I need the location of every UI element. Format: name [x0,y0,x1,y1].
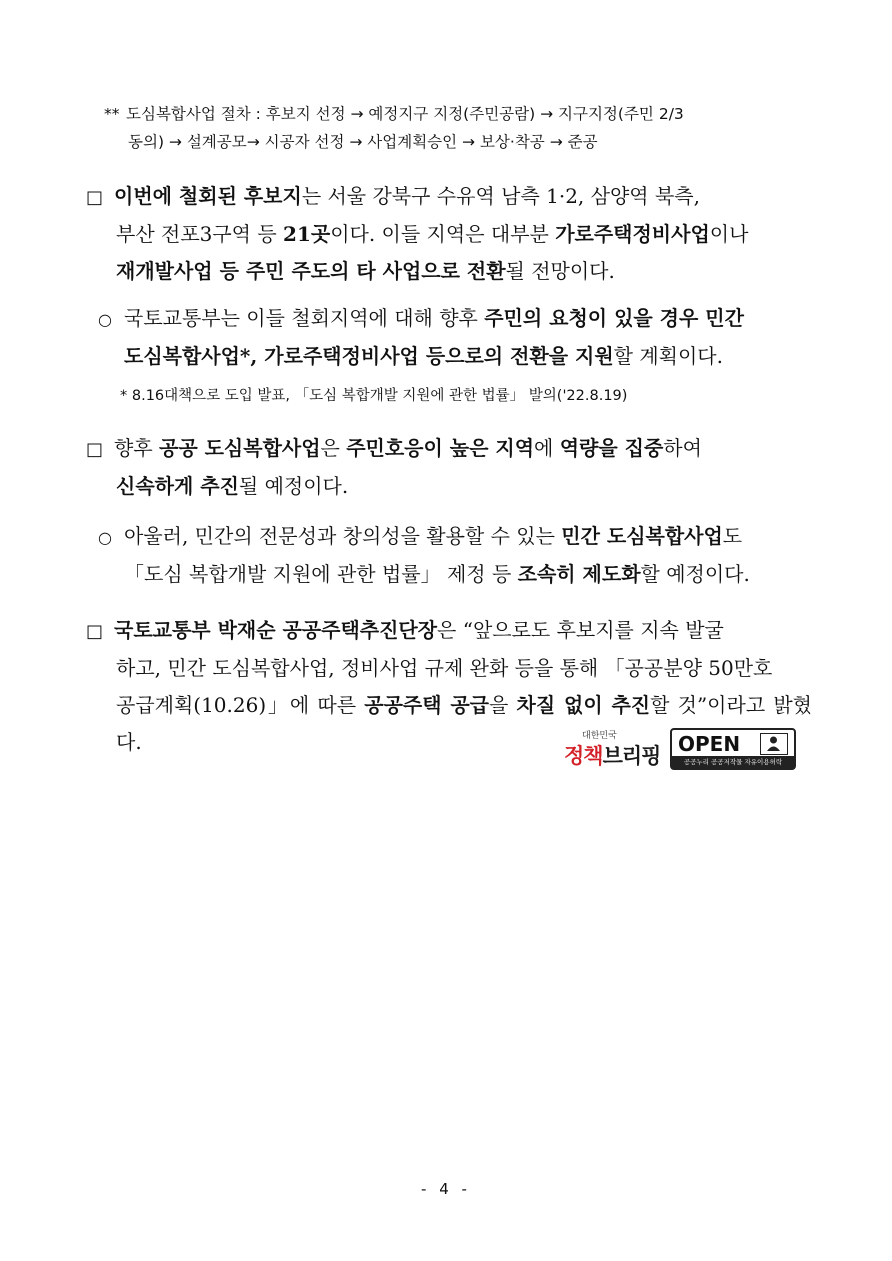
square-bullet-icon: □ [86,187,104,208]
page-number: - 4 - [421,1180,471,1198]
bold-text: 조속히 제도화 [517,562,641,586]
bold-text: 재개발사업 등 주민 주도의 타 사업으로 전환 [116,259,506,283]
body-text: 도 [722,524,743,548]
body-text: 하여 [663,436,702,460]
person-icon [760,733,788,755]
body-text: 할 계획이다. [613,344,723,368]
briefing-small-text: 대한민국 [582,731,617,741]
sub-paragraph-support [98,300,812,375]
bold-text: 신속하게 추진 [116,474,239,498]
bold-text: 주민의 요청이 있을 경우 민간 [484,306,744,330]
bold-text: 공공주택 공급 [364,693,489,717]
circle-bullet-icon: ○ [98,310,112,329]
circle-bullet-icon: ○ [98,528,112,547]
bold-text: 이번에 철회된 후보지 [114,184,302,208]
bold-text: 주민호응이 높은 지역 [346,436,535,460]
sub-paragraph-private [98,518,812,593]
square-bullet-icon: □ [86,621,104,642]
square-bullet-icon: □ [86,439,104,460]
body-text: 공급계획(10.26)」에 따른 [116,693,365,717]
open-band-text: 공공누리 공공저작물 자유이용허락 [672,756,794,768]
open-license-logo [670,728,796,770]
bold-text: 민간 도심복합사업 [561,524,723,548]
body-text: 「도심 복합개발 지원에 관한 법률」 제정 등 [124,562,518,586]
note-mark: ** [104,105,120,123]
person-icon-svg [761,734,786,753]
body-text: 이나 [709,222,749,246]
bold-text: 차질 없이 추진 [516,693,651,717]
body-text: 될 전망이다. [505,259,615,283]
briefing-title [564,740,660,770]
bold-text: 공공 도심복합사업 [159,436,321,460]
briefing-title-part-2: 브리핑 [602,744,661,768]
bold-text: 도심복합사업*, 가로주택정비사업 등으로의 전환을 지원 [124,344,614,368]
paragraph-public-projects [86,430,812,505]
policy-briefing-logo [562,728,662,772]
body-text: 할 것”이라고 밝혔다. [116,693,812,754]
bold-text: 가로주택정비사업 [555,222,710,246]
briefing-title-part-1: 정책 [564,744,603,768]
body-text: 부산 전포3구역 등 [116,222,284,246]
bold-text: 21곳 [283,222,331,246]
footnote: * 8.16대책으로 도입 발표, 「도심 복합개발 지원에 관한 법률」 발의('22.8.19) [120,388,628,404]
note-line-1: 도심복합사업 절차 : 후보지 선정 → 예정지구 지정(주민공람) → 지구지정(주민 2/3 [126,105,684,123]
body-text: 이다. 이들 지역은 대부분 [330,222,556,246]
body-text: 은 “앞으로도 후보지를 지속 발굴 [437,618,724,642]
procedure-note [104,100,816,156]
bold-text: 역량을 집중 [559,436,664,460]
note-line-2: 동의) → 설계공모→ 시공자 선정 → 사업계획승인 → 보상·착공 → 준공 [128,133,598,151]
body-text: 향후 [114,436,159,460]
logo-area [562,728,802,774]
body-text: 에 [534,436,560,460]
body-text: 할 예정이다. [640,562,750,586]
body-text: 을 [489,693,517,717]
body-text: 하고, 민간 도심복합사업, 정비사업 규제 완화 등을 통해 「공공분양 50만호 [116,656,773,680]
body-text: 는 서울 강북구 수유역 남측 1·2, 삼양역 북측, [301,184,700,208]
body-text: 국토교통부는 이들 철회지역에 대해 향후 [124,306,485,330]
body-text: 될 예정이다. [238,474,349,498]
paragraph-withdrawn-sites [86,178,812,290]
open-word: OPEN [678,732,741,756]
body-text: 은 [320,436,347,460]
bold-text: 국토교통부 박재순 공공주택추진단장 [114,618,438,642]
body-text: 아울러, 민간의 전문성과 창의성을 활용할 수 있는 [124,524,562,548]
